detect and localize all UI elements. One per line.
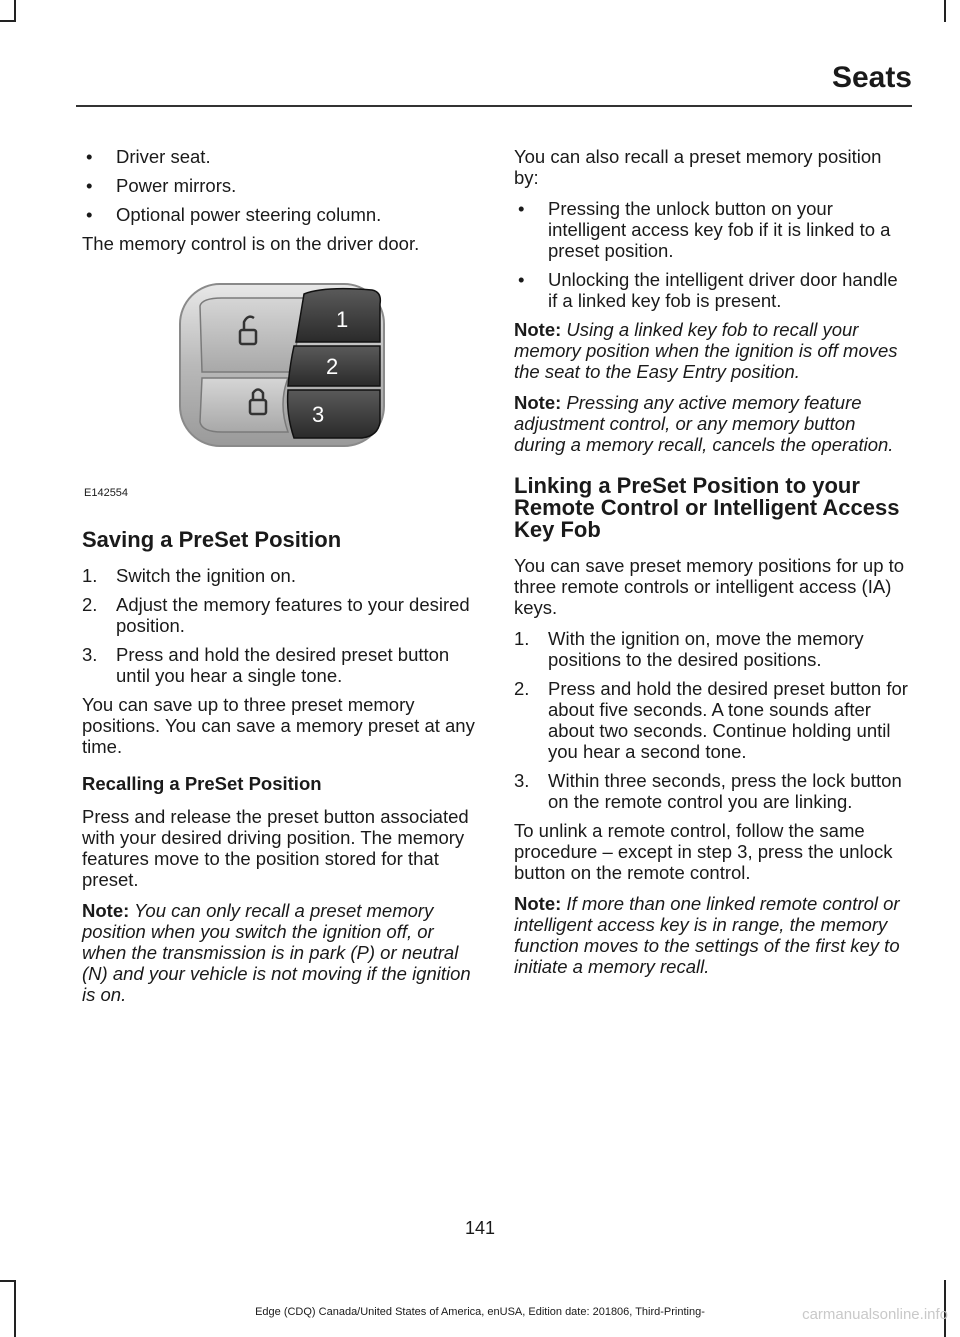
right-column xyxy=(514,146,909,987)
header-divider xyxy=(76,105,912,107)
left-column xyxy=(82,146,477,1015)
memory-button-2-label: 2 xyxy=(326,354,339,379)
memory-control-figure xyxy=(82,264,477,509)
recalling-heading: Recalling a PreSet Position xyxy=(82,773,322,794)
step-text: Press and hold the desired preset button for about five seconds. A tone sounds after about two seconds. Continue holding until you hear a second tone. xyxy=(548,678,908,762)
step-number: 3. xyxy=(82,644,98,665)
list-item xyxy=(514,628,909,670)
list-item: • Power mirrors. xyxy=(82,175,477,196)
step-text: Adjust the memory features to your desired position. xyxy=(116,594,470,636)
note-easy-entry xyxy=(514,319,909,382)
page-number: 141 xyxy=(464,1218,496,1238)
step-number: 1. xyxy=(82,565,98,586)
crop-mark-top-right-v xyxy=(944,0,946,22)
list-item: • Unlocking the intelligent driver door handle if a linked key fob is present. xyxy=(514,269,909,311)
memory-button-3-label: 3 xyxy=(312,402,325,427)
list-item xyxy=(82,644,477,686)
list-item: • Pressing the unlock button on your intelligent access key fob if it is linked to a preset position. xyxy=(514,198,909,261)
saving-heading: Saving a PreSet Position xyxy=(82,527,342,552)
linking-heading: Linking a PreSet Position to your Remote Control or Intelligent Access Key Fob xyxy=(514,473,900,542)
saving-paragraph: You can save up to three preset memory positions. You can save a memory preset at any time. xyxy=(82,694,475,757)
memory-switch-illustration xyxy=(82,264,477,509)
list-item xyxy=(82,565,477,586)
note-label: Note: xyxy=(514,893,562,914)
note-range xyxy=(514,893,909,977)
note-text: If more than one linked remote control or intelligent access key is in range, the memory function moves to the settings of the first key to initiate a memory recall. xyxy=(514,893,900,977)
step-text: Press and hold the desired preset button until you hear a single tone. xyxy=(116,644,450,686)
memory-button-1-label: 1 xyxy=(336,307,349,332)
step-number: 1. xyxy=(514,628,530,649)
step-text: Within three seconds, press the lock button on the remote control you are linking. xyxy=(548,770,902,812)
note-label: Note: xyxy=(82,900,130,921)
edition-footer: Edge (CDQ) Canada/United States of America, enUSA, Edition date: 201806, Third-Printing- xyxy=(255,1306,705,1318)
watermark: carmanualsonline.info xyxy=(802,1306,948,1323)
note-label: Note: xyxy=(514,319,562,340)
crop-mark-top-left-v xyxy=(14,0,16,22)
list-item xyxy=(82,594,477,636)
step-text: Switch the ignition on. xyxy=(116,565,296,586)
list-item xyxy=(514,678,909,762)
memory-control-text: The memory control is on the driver door. xyxy=(82,233,420,254)
list-item: • Optional power steering column. xyxy=(82,204,477,225)
list-item: • Driver seat. xyxy=(82,146,477,167)
figure-code: E142554 xyxy=(84,487,129,499)
note-cancel xyxy=(514,392,909,455)
note-text: Using a linked key fob to recall your memory position when the ignition is off moves the seat to the Easy Entry position. xyxy=(514,319,898,382)
recall-intro: You can also recall a preset memory position by: xyxy=(514,146,882,188)
unlink-paragraph: To unlink a remote control, follow the same procedure – except in step 3, press the unlock button on the remote control. xyxy=(514,820,893,883)
note-label: Note: xyxy=(514,392,562,413)
page-title: Seats xyxy=(831,61,912,94)
note-text: You can only recall a preset memory position when you switch the ignition off, or when the transmission is in park (P) or neutral (N) and your vehicle is not moving if the ignition is on. xyxy=(82,900,471,1005)
step-number: 2. xyxy=(82,594,98,615)
recalling-note xyxy=(82,900,477,1005)
list-item xyxy=(514,770,909,812)
step-text: With the ignition on, move the memory positions to the desired positions. xyxy=(548,628,864,670)
linking-paragraph: You can save preset memory positions for up to three remote controls or intelligent access (IA) keys. xyxy=(514,555,905,618)
step-number: 2. xyxy=(514,678,530,699)
note-text: Pressing any active memory feature adjustment control, or any memory button during a memory recall, cancels the operation. xyxy=(514,392,894,455)
crop-mark-top-left-h xyxy=(0,20,16,22)
step-number: 3. xyxy=(514,770,530,791)
recalling-paragraph: Press and release the preset button associated with your desired driving position. The memory features move to the position stored for that preset. xyxy=(82,806,469,890)
crop-mark-bottom-left-h xyxy=(0,1280,16,1282)
